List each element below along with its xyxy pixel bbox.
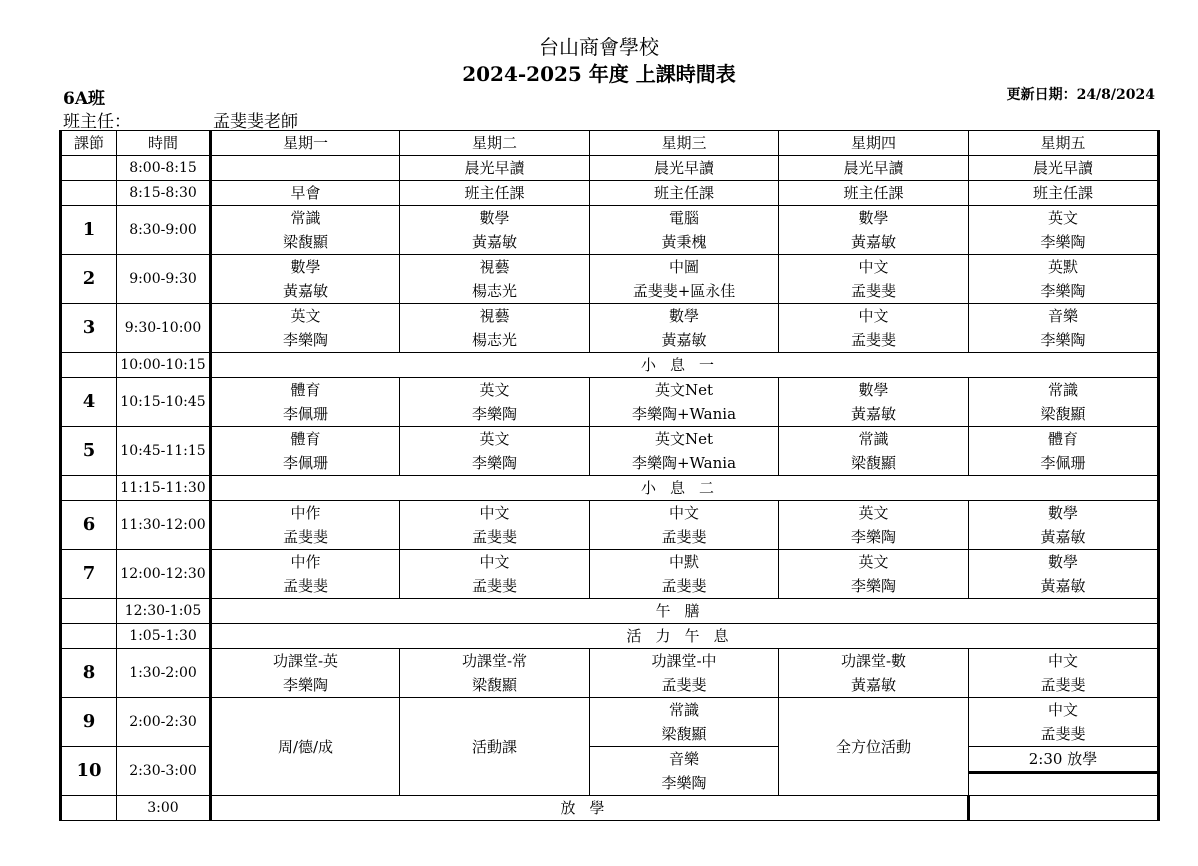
lesson-cell bbox=[969, 649, 1159, 698]
subject: 英文Net bbox=[654, 430, 714, 448]
col-header-tue: 星期二 bbox=[400, 131, 590, 156]
teacher: 梁馥顯 bbox=[282, 233, 328, 251]
break-row bbox=[61, 353, 1159, 378]
time-cell: 12:30-1:05 bbox=[117, 599, 211, 624]
lesson-cell bbox=[590, 649, 779, 698]
teacher: 孟斐斐 bbox=[471, 528, 517, 546]
teacher: 孟斐斐 bbox=[661, 528, 707, 546]
teacher: 梁馥顯 bbox=[471, 676, 517, 694]
teacher: 孟斐斐 bbox=[282, 528, 328, 546]
subject: 中默 bbox=[668, 553, 699, 571]
subject: 數學 bbox=[858, 209, 889, 227]
lesson-cell bbox=[969, 550, 1159, 599]
lesson-cell bbox=[400, 649, 590, 698]
period-cell bbox=[61, 181, 117, 206]
lesson-cell bbox=[590, 747, 779, 796]
break-label: 小息一 bbox=[211, 353, 1159, 378]
teacher: 孟斐斐 bbox=[850, 282, 896, 300]
lesson-cell bbox=[969, 206, 1159, 255]
period-cell bbox=[61, 156, 117, 181]
teacher: 黃嘉敏 bbox=[282, 282, 328, 300]
teacher: 梁馥顯 bbox=[850, 454, 896, 472]
teacher: 李佩珊 bbox=[282, 454, 328, 472]
subject: 英文Net bbox=[654, 381, 714, 399]
period-number: 3 bbox=[61, 304, 117, 353]
teacher: 黃嘉敏 bbox=[850, 676, 896, 694]
timetable-title: 2024-2025 年度 上課時間表 bbox=[462, 62, 736, 86]
teacher: 李樂陶 bbox=[1040, 233, 1086, 251]
time-cell: 8:00-8:15 bbox=[117, 156, 211, 181]
lesson-cell bbox=[211, 206, 400, 255]
lesson-cell bbox=[590, 550, 779, 599]
table-row bbox=[61, 378, 1159, 427]
class-teacher-label: 班主任： bbox=[63, 112, 131, 132]
col-header-time: 時間 bbox=[117, 131, 211, 156]
subject: 常識 bbox=[858, 430, 889, 448]
subject: 英文 bbox=[290, 307, 321, 325]
table-row bbox=[61, 206, 1159, 255]
time-cell: 12:00-12:30 bbox=[117, 550, 211, 599]
lesson-cell bbox=[400, 501, 590, 550]
table-row bbox=[61, 156, 1159, 181]
teacher: 孟斐斐 bbox=[471, 577, 517, 595]
time-cell: 1:30-2:00 bbox=[117, 649, 211, 698]
dismiss-time: 2:30 放學 bbox=[969, 747, 1157, 774]
period-number: 2 bbox=[61, 255, 117, 304]
subject: 常識 bbox=[1047, 381, 1078, 399]
table-row bbox=[61, 255, 1159, 304]
end-row bbox=[61, 796, 1159, 821]
time-cell: 10:00-10:15 bbox=[117, 353, 211, 378]
lesson-cell: 班主任課 bbox=[969, 181, 1159, 206]
period-number: 8 bbox=[61, 649, 117, 698]
teacher: 黃嘉敏 bbox=[1040, 528, 1086, 546]
time-cell: 10:45-11:15 bbox=[117, 427, 211, 476]
lesson-cell bbox=[400, 550, 590, 599]
teacher: 梁馥顯 bbox=[661, 725, 707, 743]
teacher: 楊志光 bbox=[471, 331, 517, 349]
subject: 數學 bbox=[1047, 504, 1078, 522]
teacher: 黃嘉敏 bbox=[850, 405, 896, 423]
lesson-cell bbox=[211, 304, 400, 353]
subject: 英文 bbox=[479, 381, 510, 399]
teacher: 孟斐斐 bbox=[282, 577, 328, 595]
subject: 英文 bbox=[479, 430, 510, 448]
lesson-cell bbox=[400, 255, 590, 304]
lesson-cell bbox=[779, 255, 969, 304]
table-row bbox=[61, 550, 1159, 599]
lesson-cell bbox=[779, 649, 969, 698]
lesson-cell bbox=[779, 501, 969, 550]
teacher: 李樂陶 bbox=[1040, 331, 1086, 349]
teacher: 李佩珊 bbox=[282, 405, 328, 423]
break-row bbox=[61, 476, 1159, 501]
merged-activity-mon: 周/德/成 bbox=[211, 698, 400, 796]
school-name: 台山商會學校 bbox=[539, 35, 659, 59]
lesson-cell bbox=[779, 550, 969, 599]
lesson-cell bbox=[211, 378, 400, 427]
subject: 音樂 bbox=[668, 750, 699, 768]
lesson-cell bbox=[211, 649, 400, 698]
empty-cell bbox=[969, 796, 1159, 821]
time-cell: 10:15-10:45 bbox=[117, 378, 211, 427]
lesson-cell: 班主任課 bbox=[590, 181, 779, 206]
timetable bbox=[59, 130, 1160, 821]
teacher: 李樂陶 bbox=[282, 331, 328, 349]
period-number: 7 bbox=[61, 550, 117, 599]
col-header-fri: 星期五 bbox=[969, 131, 1159, 156]
subject: 視藝 bbox=[479, 307, 510, 325]
subject: 功課堂-中 bbox=[651, 652, 717, 670]
subject: 英文 bbox=[1047, 209, 1078, 227]
teacher: 孟斐斐 bbox=[850, 331, 896, 349]
table-row bbox=[61, 304, 1159, 353]
col-header-period: 課節 bbox=[61, 131, 117, 156]
subject: 中文 bbox=[668, 504, 699, 522]
subject: 中文 bbox=[858, 258, 889, 276]
teacher: 梁馥顯 bbox=[1040, 405, 1086, 423]
lesson-cell bbox=[400, 304, 590, 353]
end-label: 放學 bbox=[211, 796, 969, 821]
subject: 體育 bbox=[290, 430, 321, 448]
teacher: 李樂陶 bbox=[282, 676, 328, 694]
lesson-cell bbox=[969, 255, 1159, 304]
lesson-cell bbox=[969, 378, 1159, 427]
teacher: 黃嘉敏 bbox=[1040, 577, 1086, 595]
teacher: 李樂陶+Wania bbox=[631, 405, 737, 423]
subject: 常識 bbox=[668, 701, 699, 719]
lesson-cell: 晨光早讀 bbox=[969, 156, 1159, 181]
lesson-cell bbox=[779, 378, 969, 427]
lesson-cell bbox=[969, 501, 1159, 550]
time-cell: 9:30-10:00 bbox=[117, 304, 211, 353]
update-date: 更新日期：24/8/2024 bbox=[1006, 87, 1155, 103]
period-number: 4 bbox=[61, 378, 117, 427]
lesson-cell bbox=[590, 255, 779, 304]
subject: 英文 bbox=[858, 504, 889, 522]
break-label: 小息二 bbox=[211, 476, 1159, 501]
lesson-cell bbox=[211, 156, 400, 181]
lesson-cell bbox=[590, 698, 779, 747]
subject: 音樂 bbox=[1047, 307, 1078, 325]
lesson-cell: 晨光早讀 bbox=[590, 156, 779, 181]
header-row bbox=[61, 131, 1159, 156]
teacher: 黃嘉敏 bbox=[661, 331, 707, 349]
rest-row bbox=[61, 624, 1159, 649]
subject: 數學 bbox=[479, 209, 510, 227]
subject: 體育 bbox=[290, 381, 321, 399]
lesson-cell: 早會 bbox=[211, 181, 400, 206]
lesson-cell bbox=[400, 206, 590, 255]
period-cell bbox=[61, 796, 117, 821]
subject: 電腦 bbox=[668, 209, 699, 227]
lesson-cell bbox=[400, 427, 590, 476]
period-cell bbox=[61, 624, 117, 649]
teacher: 孟斐斐 bbox=[661, 577, 707, 595]
teacher: 李樂陶 bbox=[661, 774, 707, 792]
subject: 中文 bbox=[1047, 652, 1078, 670]
lesson-cell: 班主任課 bbox=[400, 181, 590, 206]
dismiss-cell-fri bbox=[969, 747, 1159, 796]
subject: 中圖 bbox=[668, 258, 699, 276]
teacher: 黃秉槐 bbox=[661, 233, 707, 251]
period-number: 9 bbox=[61, 698, 117, 747]
lesson-cell bbox=[590, 378, 779, 427]
period-number: 1 bbox=[61, 206, 117, 255]
table-row bbox=[61, 427, 1159, 476]
subject: 中文 bbox=[479, 504, 510, 522]
lesson-cell bbox=[969, 698, 1159, 747]
subject: 數學 bbox=[858, 381, 889, 399]
lesson-cell bbox=[211, 501, 400, 550]
merged-activity-thu: 全方位活動 bbox=[779, 698, 969, 796]
teacher: 孟斐斐 bbox=[1040, 725, 1086, 743]
teacher: 楊志光 bbox=[471, 282, 517, 300]
lunch-row bbox=[61, 599, 1159, 624]
lesson-cell: 班主任課 bbox=[779, 181, 969, 206]
teacher: 李佩珊 bbox=[1040, 454, 1086, 472]
time-cell: 9:00-9:30 bbox=[117, 255, 211, 304]
period-number: 6 bbox=[61, 501, 117, 550]
time-cell: 8:15-8:30 bbox=[117, 181, 211, 206]
teacher: 李樂陶+Wania bbox=[631, 454, 737, 472]
subject: 數學 bbox=[1047, 553, 1078, 571]
subject: 數學 bbox=[290, 258, 321, 276]
time-cell: 11:30-12:00 bbox=[117, 501, 211, 550]
class-name: 6A班 bbox=[63, 89, 106, 109]
table-row bbox=[61, 181, 1159, 206]
period-cell bbox=[61, 353, 117, 378]
teacher: 李樂陶 bbox=[850, 577, 896, 595]
teacher: 李樂陶 bbox=[471, 405, 517, 423]
lesson-cell bbox=[779, 304, 969, 353]
lesson-cell bbox=[400, 378, 590, 427]
col-header-wed: 星期三 bbox=[590, 131, 779, 156]
rest-label: 活力午息 bbox=[211, 624, 1159, 649]
subject: 常識 bbox=[290, 209, 321, 227]
subject: 英默 bbox=[1047, 258, 1078, 276]
teacher: 黃嘉敏 bbox=[471, 233, 517, 251]
lunch-label: 午膳 bbox=[211, 599, 1159, 624]
subject: 英文 bbox=[858, 553, 889, 571]
teacher: 孟斐斐 bbox=[1040, 676, 1086, 694]
merged-activity-tue: 活動課 bbox=[400, 698, 590, 796]
lesson-cell bbox=[969, 427, 1159, 476]
lesson-cell bbox=[211, 255, 400, 304]
subject: 功課堂-英 bbox=[272, 652, 339, 670]
subject: 視藝 bbox=[479, 258, 510, 276]
teacher: 黃嘉敏 bbox=[850, 233, 896, 251]
period-number: 10 bbox=[61, 747, 117, 796]
subject: 中作 bbox=[290, 504, 321, 522]
lesson-cell: 晨光早讀 bbox=[400, 156, 590, 181]
table-row bbox=[61, 698, 1159, 747]
lesson-cell bbox=[779, 427, 969, 476]
subject: 體育 bbox=[1047, 430, 1078, 448]
lesson-cell bbox=[211, 550, 400, 599]
table-row bbox=[61, 501, 1159, 550]
col-header-mon: 星期一 bbox=[211, 131, 400, 156]
lesson-cell bbox=[590, 427, 779, 476]
subject: 中文 bbox=[858, 307, 889, 325]
teacher: 李樂陶 bbox=[471, 454, 517, 472]
time-cell: 3:00 bbox=[117, 796, 211, 821]
time-cell: 8:30-9:00 bbox=[117, 206, 211, 255]
lesson-cell bbox=[779, 206, 969, 255]
period-number: 5 bbox=[61, 427, 117, 476]
table-row bbox=[61, 649, 1159, 698]
lesson-cell bbox=[590, 501, 779, 550]
time-cell: 1:05-1:30 bbox=[117, 624, 211, 649]
lesson-cell bbox=[590, 206, 779, 255]
lesson-cell: 晨光早讀 bbox=[779, 156, 969, 181]
lesson-cell bbox=[969, 304, 1159, 353]
subject: 數學 bbox=[668, 307, 699, 325]
lesson-cell bbox=[590, 304, 779, 353]
teacher: 李樂陶 bbox=[850, 528, 896, 546]
time-cell: 2:30-3:00 bbox=[117, 747, 211, 796]
time-cell: 2:00-2:30 bbox=[117, 698, 211, 747]
period-cell bbox=[61, 476, 117, 501]
period-cell bbox=[61, 599, 117, 624]
subject: 功課堂-數 bbox=[840, 652, 907, 670]
subject: 中文 bbox=[479, 553, 510, 571]
subject: 功課堂-常 bbox=[461, 652, 528, 670]
class-teacher-name: 孟斐斐老師 bbox=[213, 112, 298, 132]
lesson-cell bbox=[211, 427, 400, 476]
col-header-thu: 星期四 bbox=[779, 131, 969, 156]
teacher: 李樂陶 bbox=[1040, 282, 1086, 300]
teacher: 孟斐斐 bbox=[661, 676, 707, 694]
subject: 中作 bbox=[290, 553, 321, 571]
subject: 中文 bbox=[1047, 701, 1078, 719]
teacher: 孟斐斐+區永佳 bbox=[632, 282, 736, 300]
time-cell: 11:15-11:30 bbox=[117, 476, 211, 501]
